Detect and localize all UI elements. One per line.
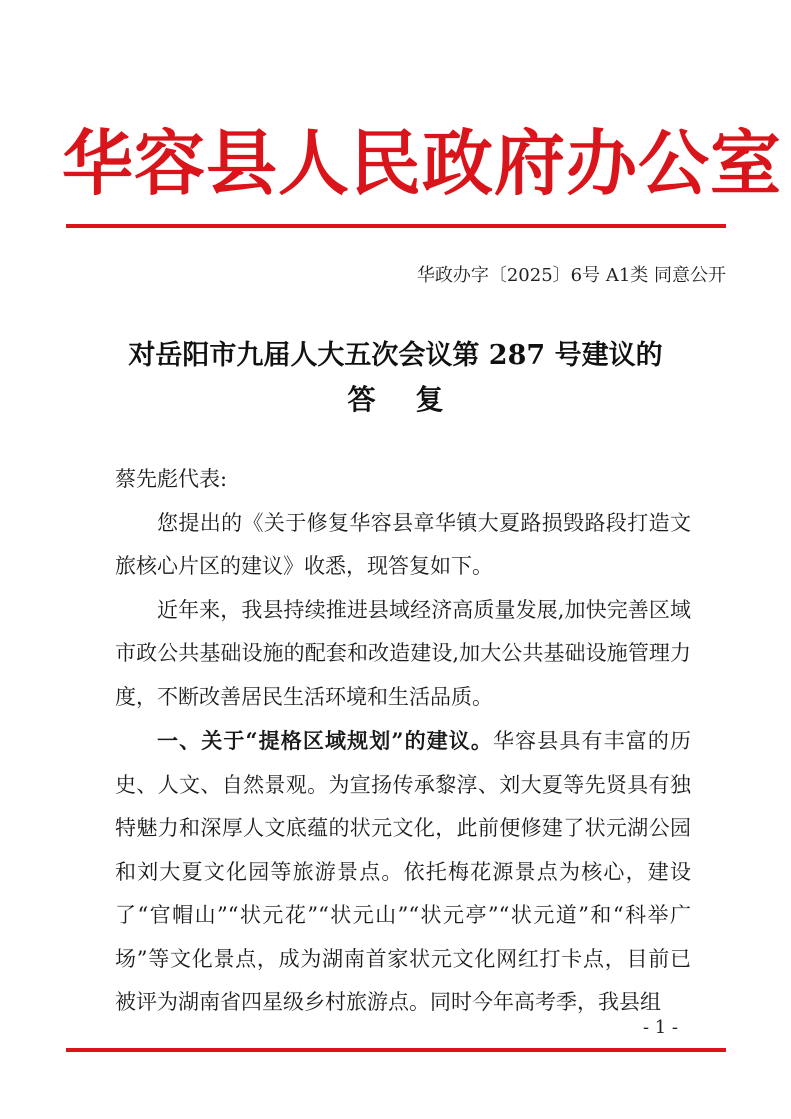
paragraph-1 bbox=[115, 502, 691, 589]
page-number: - 1 - bbox=[642, 1017, 678, 1038]
paragraph-2 bbox=[115, 589, 691, 720]
document-title-line2: 答复 bbox=[347, 383, 484, 416]
paragraph-3 bbox=[115, 719, 691, 1025]
document-number: 华政办字〔2025〕6号 A1类 同意公开 bbox=[416, 265, 726, 286]
masthead-title: 华容县人民政府办公室 bbox=[62, 121, 783, 205]
document-body bbox=[115, 458, 691, 1025]
red-divider-top bbox=[66, 224, 726, 228]
paragraph-3-heading: 一、关于“提格区域规划”的建议。 bbox=[157, 728, 494, 753]
document-title-line1: 对岳阳市九届人大五次会议第 287 号建议的 bbox=[128, 340, 663, 371]
red-divider-bottom bbox=[66, 1048, 726, 1052]
paragraph-1-text: 您提出的《关于修复华容县章华镇大夏路损毁路段打造文旅核心片区的建议》收悉，现答复如下。 bbox=[115, 510, 691, 578]
salutation: 蔡先彪代表: bbox=[115, 467, 228, 491]
paragraph-2-text: 近年来，我县持续推进县域经济高质量发展,加快完善区域市政公共基础设施的配套和改造建设,加大公共基础设施管理力度，不断改善居民生活环境和生活品质。 bbox=[115, 597, 691, 709]
paragraph-3-text: 华容县具有丰富的历史、人文、自然景观。为宣扬传承黎淳、刘大夏等先贤具有独特魅力和深厚人文底蕴的状元文化，此前便修建了状元湖公园和刘大夏文化园等旅游景点。依托梅花源景点为核心，建设了“官帽山”“状元花”“状元山”“状元亭”“状元道”和“科举广场”等文化景点，成为湖南首家状元文化网红打卡点，目前已被评为湖南省四星级乡村旅游点。同时今年高考季，我县组 bbox=[115, 729, 691, 1014]
